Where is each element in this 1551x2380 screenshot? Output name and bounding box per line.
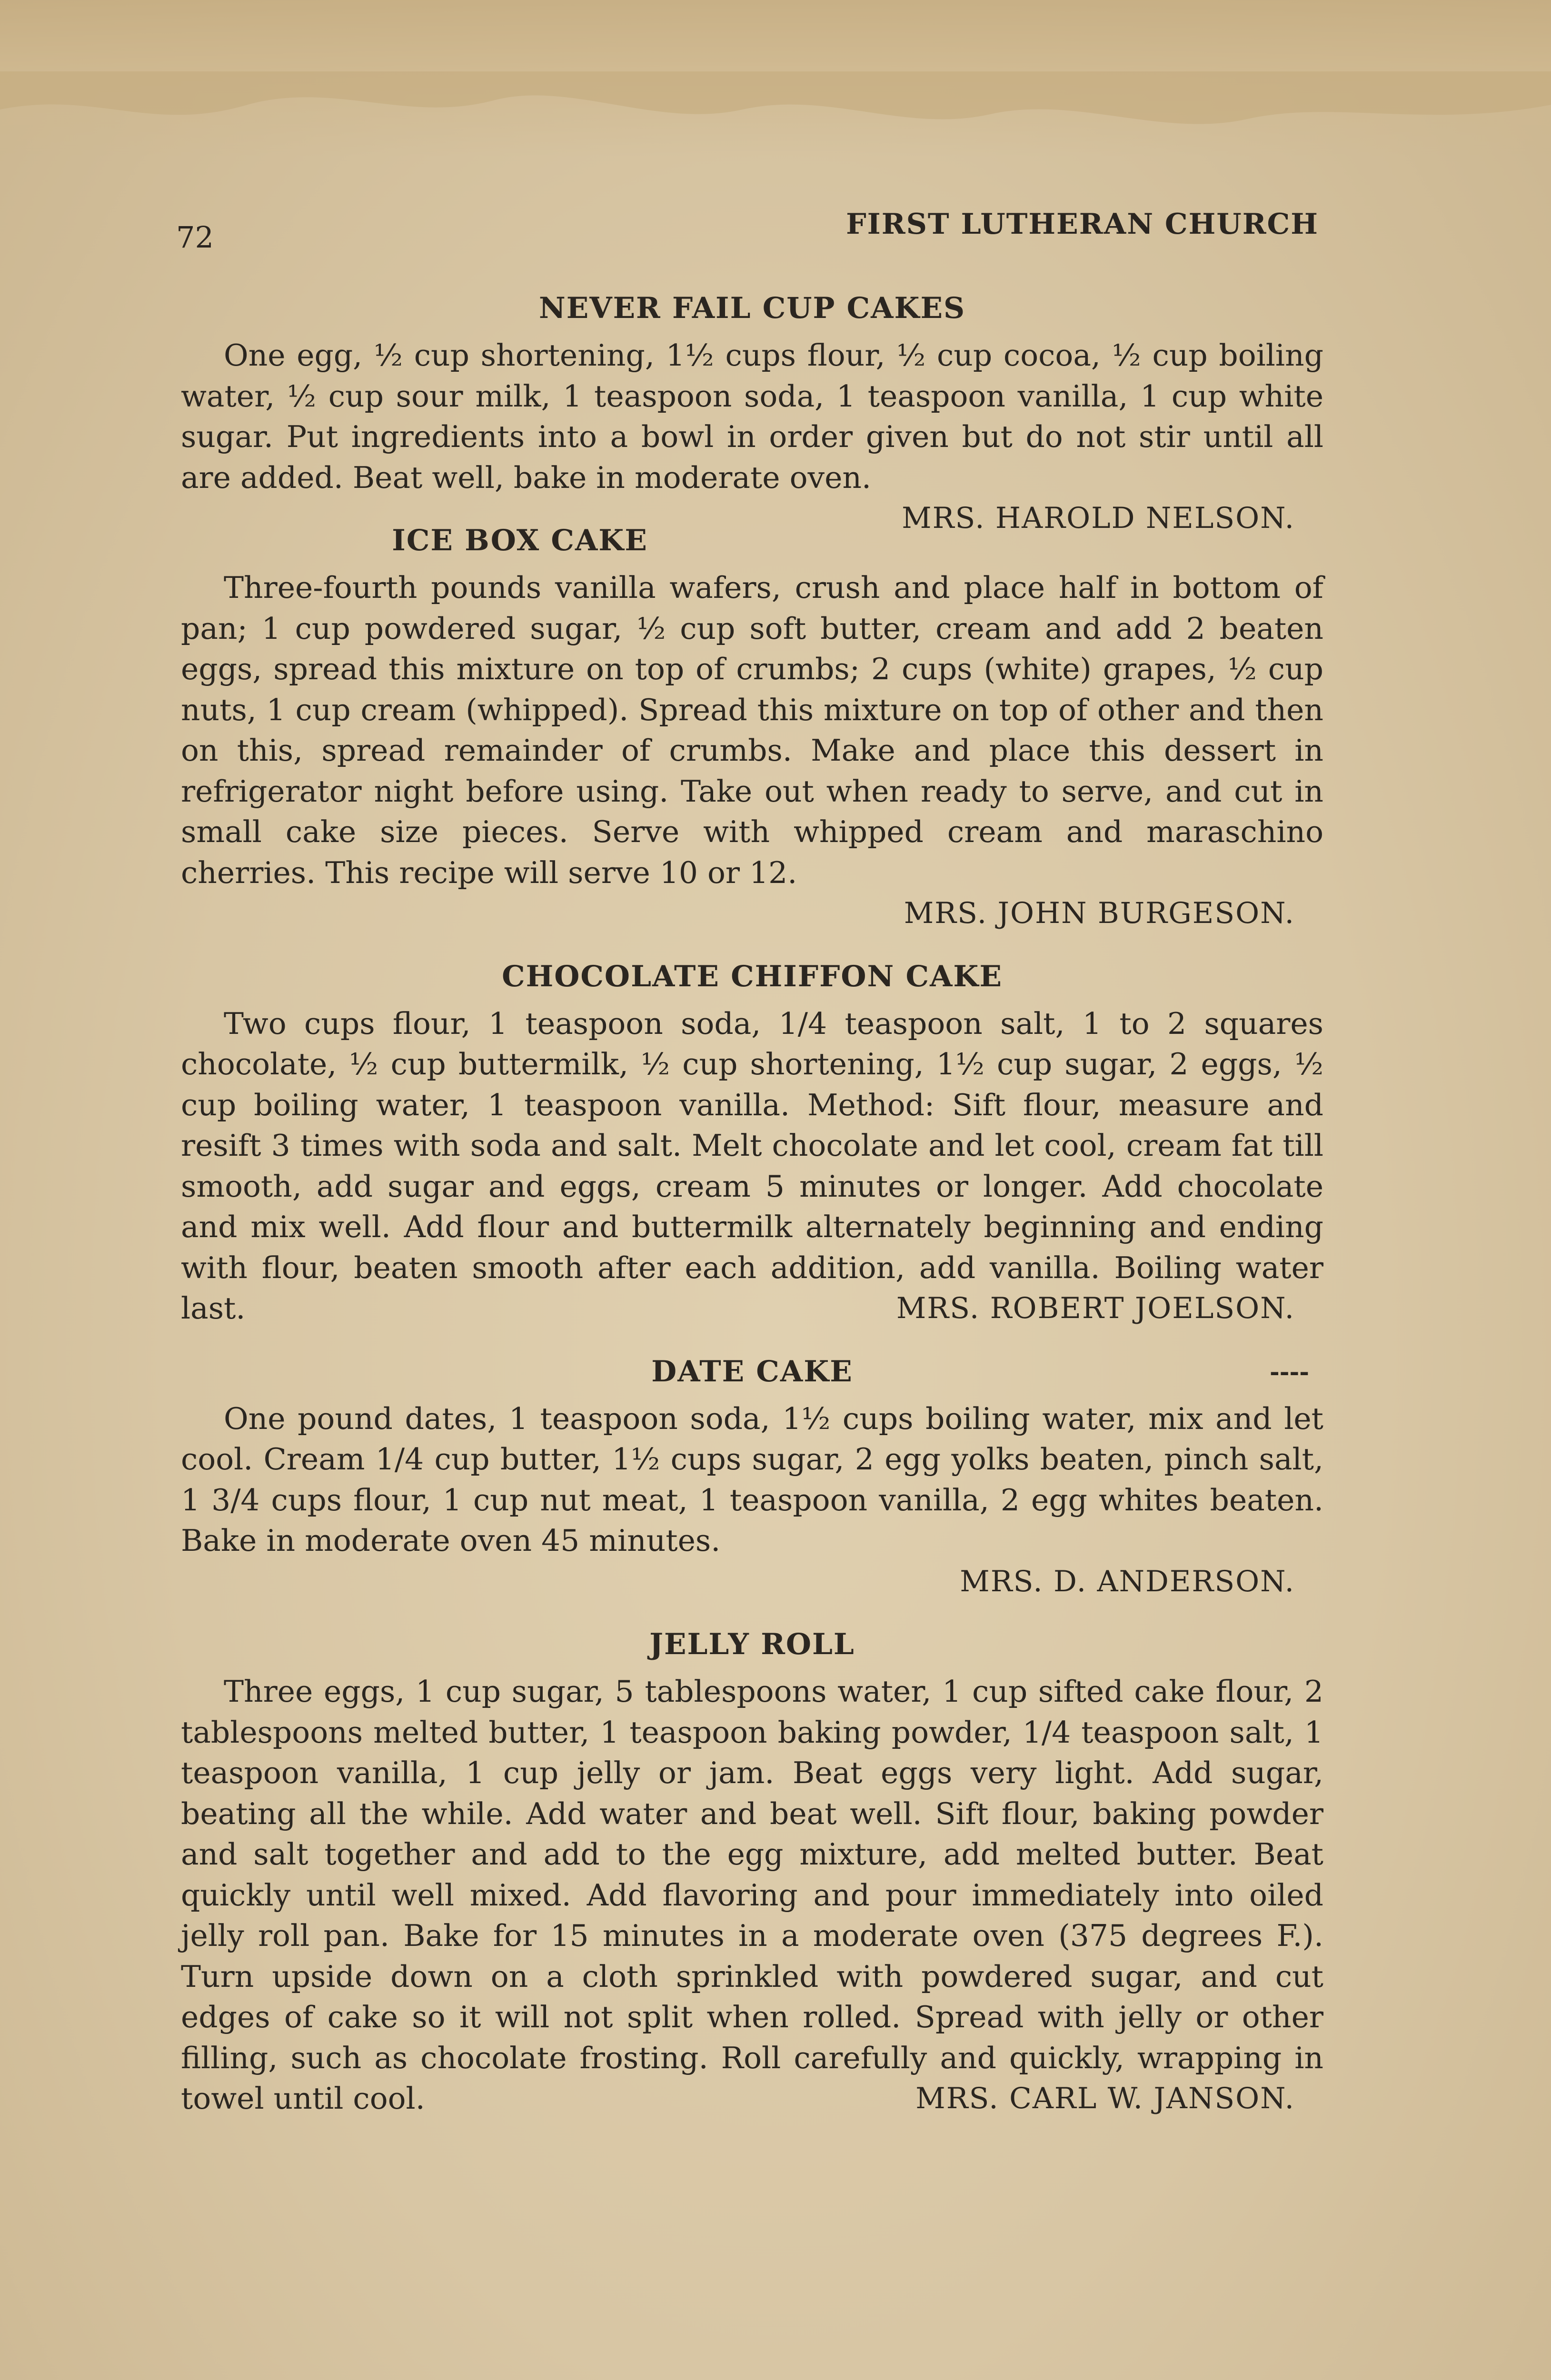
recipe-list <box>181 290 1323 2144</box>
recipe-author: MRS. HAROLD NELSON. <box>902 501 1295 535</box>
recipe-ice-box-cake <box>181 523 1323 934</box>
recipe-author: MRS. ROBERT JOELSON. <box>896 1291 1295 1325</box>
recipe-title: NEVER FAIL CUP CAKES <box>538 291 966 325</box>
recipe-author: MRS. D. ANDERSON. <box>960 1564 1295 1598</box>
stain-edge-decoration <box>0 71 1551 167</box>
page-number: 72 <box>176 220 214 255</box>
dash-mark: ---- <box>1269 1357 1309 1386</box>
recipe-body: Two cups flour, 1 teaspoon soda, 1/4 teaspoon salt, 1 to 2 squares chocolate, ½ cup buttermilk, ½ cup shortening, 1½ cup sugar, 2 eggs, ½ cup boiling water, 1 teaspoon vanilla. Method: Sift flour, measure and resift 3 times with soda and salt. Melt chocolate and let cool, cream fat till smooth, add sugar and eggs, cream 5 minutes or longer. Add chocolate and mix well. Add flour and buttermilk alternately beginning and ending with flour, beaten smooth after each addition, add vanilla. Boiling water last. MRS. ROBERT JOELSON. <box>181 1003 1323 1329</box>
running-head: FIRST LUTHERAN CHURCH <box>846 208 1319 241</box>
recipe-body: Three eggs, 1 cup sugar, 5 tablespoons water, 1 cup sifted cake flour, 2 tablespoons melted butter, 1 teaspoon baking powder, 1/4 teaspoon salt, 1 teaspoon vanilla, 1 cup jelly or jam. Beat eggs very light. Add sugar, beating all the while. Add water and beat well. Sift flour, baking powder and salt together and add to the egg mixture, add melted butter. Beat quickly until well mixed. Add flavoring and pour immediately into oiled jelly roll pan. Bake for 15 minutes in a moderate oven (375 degrees F.). Turn upside down on a cloth sprinkled with powdered sugar, and cut edges of cake so it will not split when rolled. Spread with jelly or other filling, such as chocolate frosting. Roll carefully and quickly, wrapping in towel until cool. MRS. CARL W. JANSON. <box>181 1671 1323 2119</box>
recipe-title: JELLY ROLL <box>649 1627 855 1661</box>
recipe-title: DATE CAKE <box>651 1354 853 1388</box>
recipe-date-cake <box>181 1354 1323 1602</box>
recipe-cup-cakes <box>181 290 1323 535</box>
recipe-title: CHOCOLATE CHIFFON CAKE <box>502 959 1003 993</box>
recipe-body: Three-fourth pounds vanilla wafers, crush and place half in bottom of pan; 1 cup powdered sugar, ½ cup soft butter, cream and add 2 beaten eggs, spread this mixture on top of crumbs; 2 cups (white) grapes, ½ cup nuts, 1 cup cream (whipped). Spread this mixture on top of other and then on this, spread remainder of crumbs. Make and place this dessert in refrigerator night before using. Take out when ready to serve, and cut in small cake size pieces. Serve with whipped cream and maraschino cherries. This recipe will serve 10 or 12. <box>181 570 1323 890</box>
recipe-title: ICE BOX CAKE <box>392 524 648 557</box>
recipe-chocolate-chiffon-cake <box>181 959 1323 1329</box>
page-header <box>176 205 1319 262</box>
recipe-author: MRS. JOHN BURGESON. <box>904 896 1295 930</box>
recipe-body: One egg, ½ cup shortening, 1½ cups flour, ½ cup cocoa, ½ cup boiling water, ½ cup sour milk, 1 teaspoon soda, 1 teaspoon vanilla, 1 cup white sugar. Put ingredients into a bowl in order given but do not stir until all are added. Beat well, bake in moderate oven. MRS. HAROLD NELSON. <box>181 335 1323 498</box>
recipe-author: MRS. CARL W. JANSON. <box>915 2082 1295 2115</box>
recipe-body: One pound dates, 1 teaspoon soda, 1½ cups boiling water, mix and let cool. Cream 1/4 cup butter, 1½ cups sugar, 2 egg yolks beaten, pinch salt, 1 3/4 cups flour, 1 cup nut meat, 1 teaspoon vanilla, 2 egg whites beaten. Bake in moderate oven 45 minutes. <box>181 1401 1323 1558</box>
recipe-jelly-roll <box>181 1626 1323 2119</box>
